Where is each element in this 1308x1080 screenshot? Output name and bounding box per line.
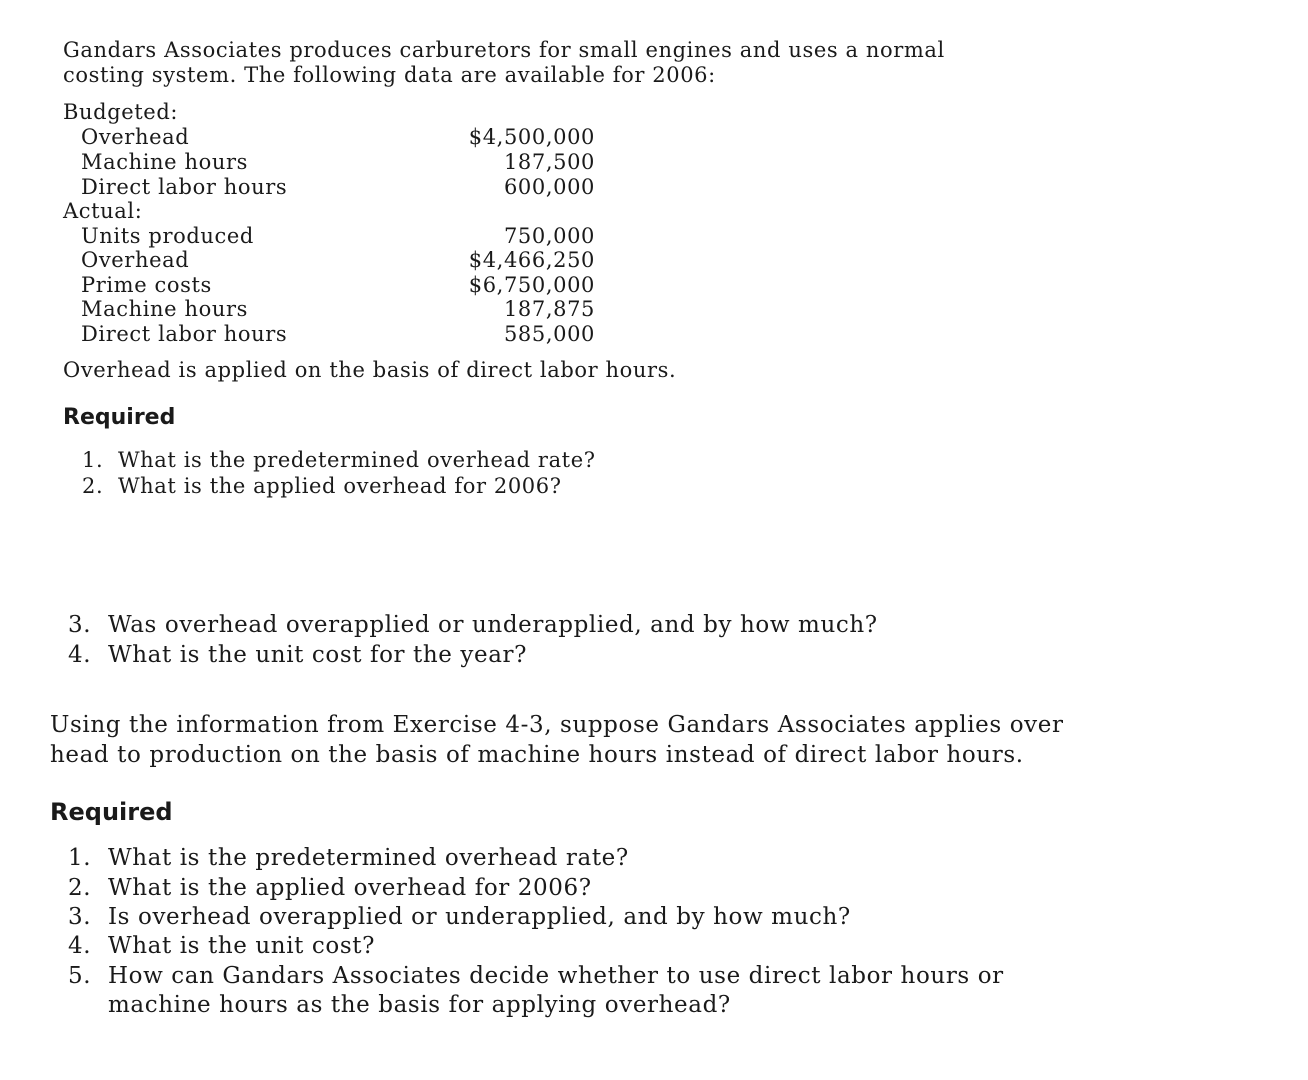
- question-text: What is the unit cost for the year?: [108, 642, 528, 668]
- question-number: 2.: [82, 474, 104, 498]
- question-number: 4.: [68, 642, 92, 668]
- budgeted-label-overhead: Overhead: [81, 125, 190, 149]
- basis-note: Overhead is applied on the basis of direct labor hours.: [63, 358, 677, 382]
- exercise-2-line-1: Using the information from Exercise 4-3, suppose Gandars Associates applies over: [50, 712, 1064, 738]
- actual-label-direct-labor-hours: Direct labor hours: [81, 322, 288, 346]
- actual-value-units-produced: 750,000: [503, 224, 595, 248]
- actual-label-prime-costs: Prime costs: [81, 273, 212, 297]
- question-text: What is the applied overhead for 2006?: [118, 474, 562, 498]
- question-number: 5.: [68, 963, 92, 989]
- exercise-2-line-2: head to production on the basis of machine hours instead of direct labor hours.: [50, 742, 1024, 768]
- required-heading-1: Required: [63, 405, 176, 430]
- data-table: [63, 100, 623, 350]
- question-text: What is the unit cost?: [108, 933, 376, 959]
- actual-value-prime-costs: $6,750,000: [468, 273, 595, 297]
- intro-line-2: costing system. The following data are available for 2006:: [63, 63, 716, 87]
- budgeted-label-direct-labor-hours: Direct labor hours: [81, 175, 288, 199]
- question-number: 4.: [68, 933, 92, 959]
- question-text: What is the applied overhead for 2006?: [108, 875, 592, 901]
- question-text: How can Gandars Associates decide whether to use direct labor hours or: [108, 963, 1004, 989]
- actual-label-units-produced: Units produced: [81, 224, 254, 248]
- question-text: What is the predetermined overhead rate?: [108, 845, 629, 871]
- budgeted-value-machine-hours: 187,500: [503, 150, 595, 174]
- question-text: Was overhead overapplied or underapplied, and by how much?: [108, 612, 878, 638]
- budgeted-value-overhead: $4,500,000: [468, 125, 595, 149]
- budgeted-value-direct-labor-hours: 600,000: [503, 175, 595, 199]
- actual-value-overhead: $4,466,250: [468, 248, 595, 272]
- question-text-continued: machine hours as the basis for applying overhead?: [108, 992, 731, 1018]
- actual-value-direct-labor-hours: 585,000: [503, 322, 595, 346]
- required-heading-2: Required: [50, 798, 173, 826]
- question-text: Is overhead overapplied or underapplied, and by how much?: [108, 904, 851, 930]
- question-number: 3.: [68, 612, 92, 638]
- question-number: 3.: [68, 904, 92, 930]
- actual-label-machine-hours: Machine hours: [81, 297, 248, 321]
- intro-line-1: Gandars Associates produces carburetors for small engines and uses a normal: [63, 38, 945, 62]
- actual-label-overhead: Overhead: [81, 248, 190, 272]
- budgeted-label-machine-hours: Machine hours: [81, 150, 248, 174]
- actual-value-machine-hours: 187,875: [503, 297, 595, 321]
- question-number: 1.: [68, 845, 92, 871]
- question-number: 1.: [82, 448, 104, 472]
- budgeted-heading: Budgeted:: [63, 100, 179, 124]
- question-number: 2.: [68, 875, 92, 901]
- question-text: What is the predetermined overhead rate?: [118, 448, 596, 472]
- actual-heading: Actual:: [63, 199, 143, 223]
